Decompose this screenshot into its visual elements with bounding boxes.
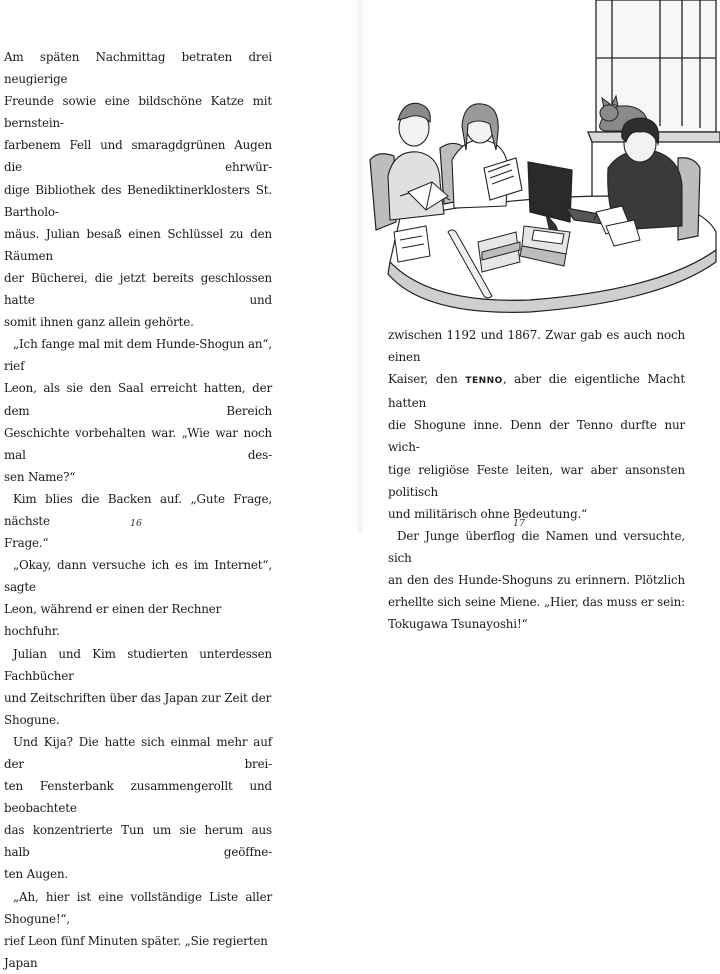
text-line: Leon, als sie den Saal erreicht hatten, der dem Bereich	[4, 381, 272, 418]
paragraph	[4, 886, 272, 974]
text-line: an den des Hunde-Shoguns zu erinnern. Plötzlich	[388, 573, 685, 588]
text-line: Der Junge überflog die Namen und versuchte, sich	[388, 528, 685, 565]
paragraph	[388, 324, 685, 525]
text-line: und militärisch ohne Bedeutung.“	[388, 506, 588, 521]
paragraph	[4, 46, 272, 333]
paragraph	[4, 643, 272, 731]
text-line: „Ich fange mal mit dem Hunde-Shogun an“, rief	[4, 337, 272, 374]
text-line: der Bücherei, die jetzt bereits geschlossen hatte und	[4, 270, 272, 308]
paragraph	[4, 731, 272, 886]
text-line: ten Fensterbank zusammengerollt und beobachtete	[4, 779, 272, 816]
text-line: Kim blies die Backen auf. „Gute Frage, nächste	[4, 491, 272, 528]
text-line: sen Name?“	[4, 469, 76, 484]
library-illustration	[360, 0, 720, 320]
text-line: dige Bibliothek des Benediktinerklosters St. Bartholo-	[4, 182, 272, 219]
page-number-left: 16	[130, 518, 143, 529]
text-line: Am späten Nachmittag betraten drei neugierige	[4, 50, 272, 87]
text-line: zwischen 1192 und 1867. Zwar gab es auch noch einen	[388, 328, 685, 365]
text-line: mäus. Julian besaß einen Schlüssel zu den Räumen	[4, 226, 272, 263]
text-line: Kaiser, den TENNO, aber die eigentliche Macht hatten	[388, 372, 685, 411]
text-line: Julian und Kim studierten unterdessen Fachbücher	[4, 646, 272, 683]
text-line: die Shogune inne. Denn der Tenno durfte nur wich-	[388, 418, 685, 455]
text-line: somit ihnen ganz allein gehörte.	[4, 315, 194, 330]
text-line: Und Kija? Die hatte sich einmal mehr auf der brei-	[4, 734, 272, 771]
text-line: ten Augen.	[4, 867, 69, 882]
left-page	[0, 0, 360, 970]
right-page	[360, 0, 720, 632]
text-line: Geschichte vorbehalten war. „Wie war noch mal des-	[4, 425, 272, 462]
text-line: „Ah, hier ist eine vollständige Liste aller Shogune!“,	[4, 889, 272, 926]
text-line: tige religiöse Feste leiten, war aber ansonsten politisch	[388, 462, 685, 499]
girl-reading	[452, 104, 522, 208]
text-line: farbenem Fell und smaragdgrünen Augen die ehrwür-	[4, 138, 272, 175]
text-line: und Zeitschriften über das Japan zur Zeit der Shogune.	[4, 690, 272, 727]
text-line: Leon, während er einen der Rechner hochfuhr.	[4, 602, 222, 639]
text-line: Freunde sowie eine bildschöne Katze mit bernstein-	[4, 94, 272, 131]
text-line: „Okay, dann versuche ich es im Internet“, sagte	[4, 558, 272, 595]
left-page-text	[4, 46, 272, 974]
text-line: das konzentrierte Tun um sie herum aus halb geöffne-	[4, 823, 272, 860]
text-line: rief Leon fünf Minuten später. „Sie regierten Japan	[4, 933, 268, 970]
paragraph	[4, 554, 272, 642]
right-page-text	[388, 324, 685, 635]
paragraph	[4, 333, 272, 488]
paragraph	[388, 525, 685, 635]
page-number-right: 17	[513, 518, 526, 529]
text-line: Frage.“	[4, 536, 49, 551]
text-line: erhellte sich seine Miene. „Hier, das muss er sein:	[388, 595, 685, 610]
text-line: Tokugawa Tsunayoshi!“	[388, 617, 528, 632]
